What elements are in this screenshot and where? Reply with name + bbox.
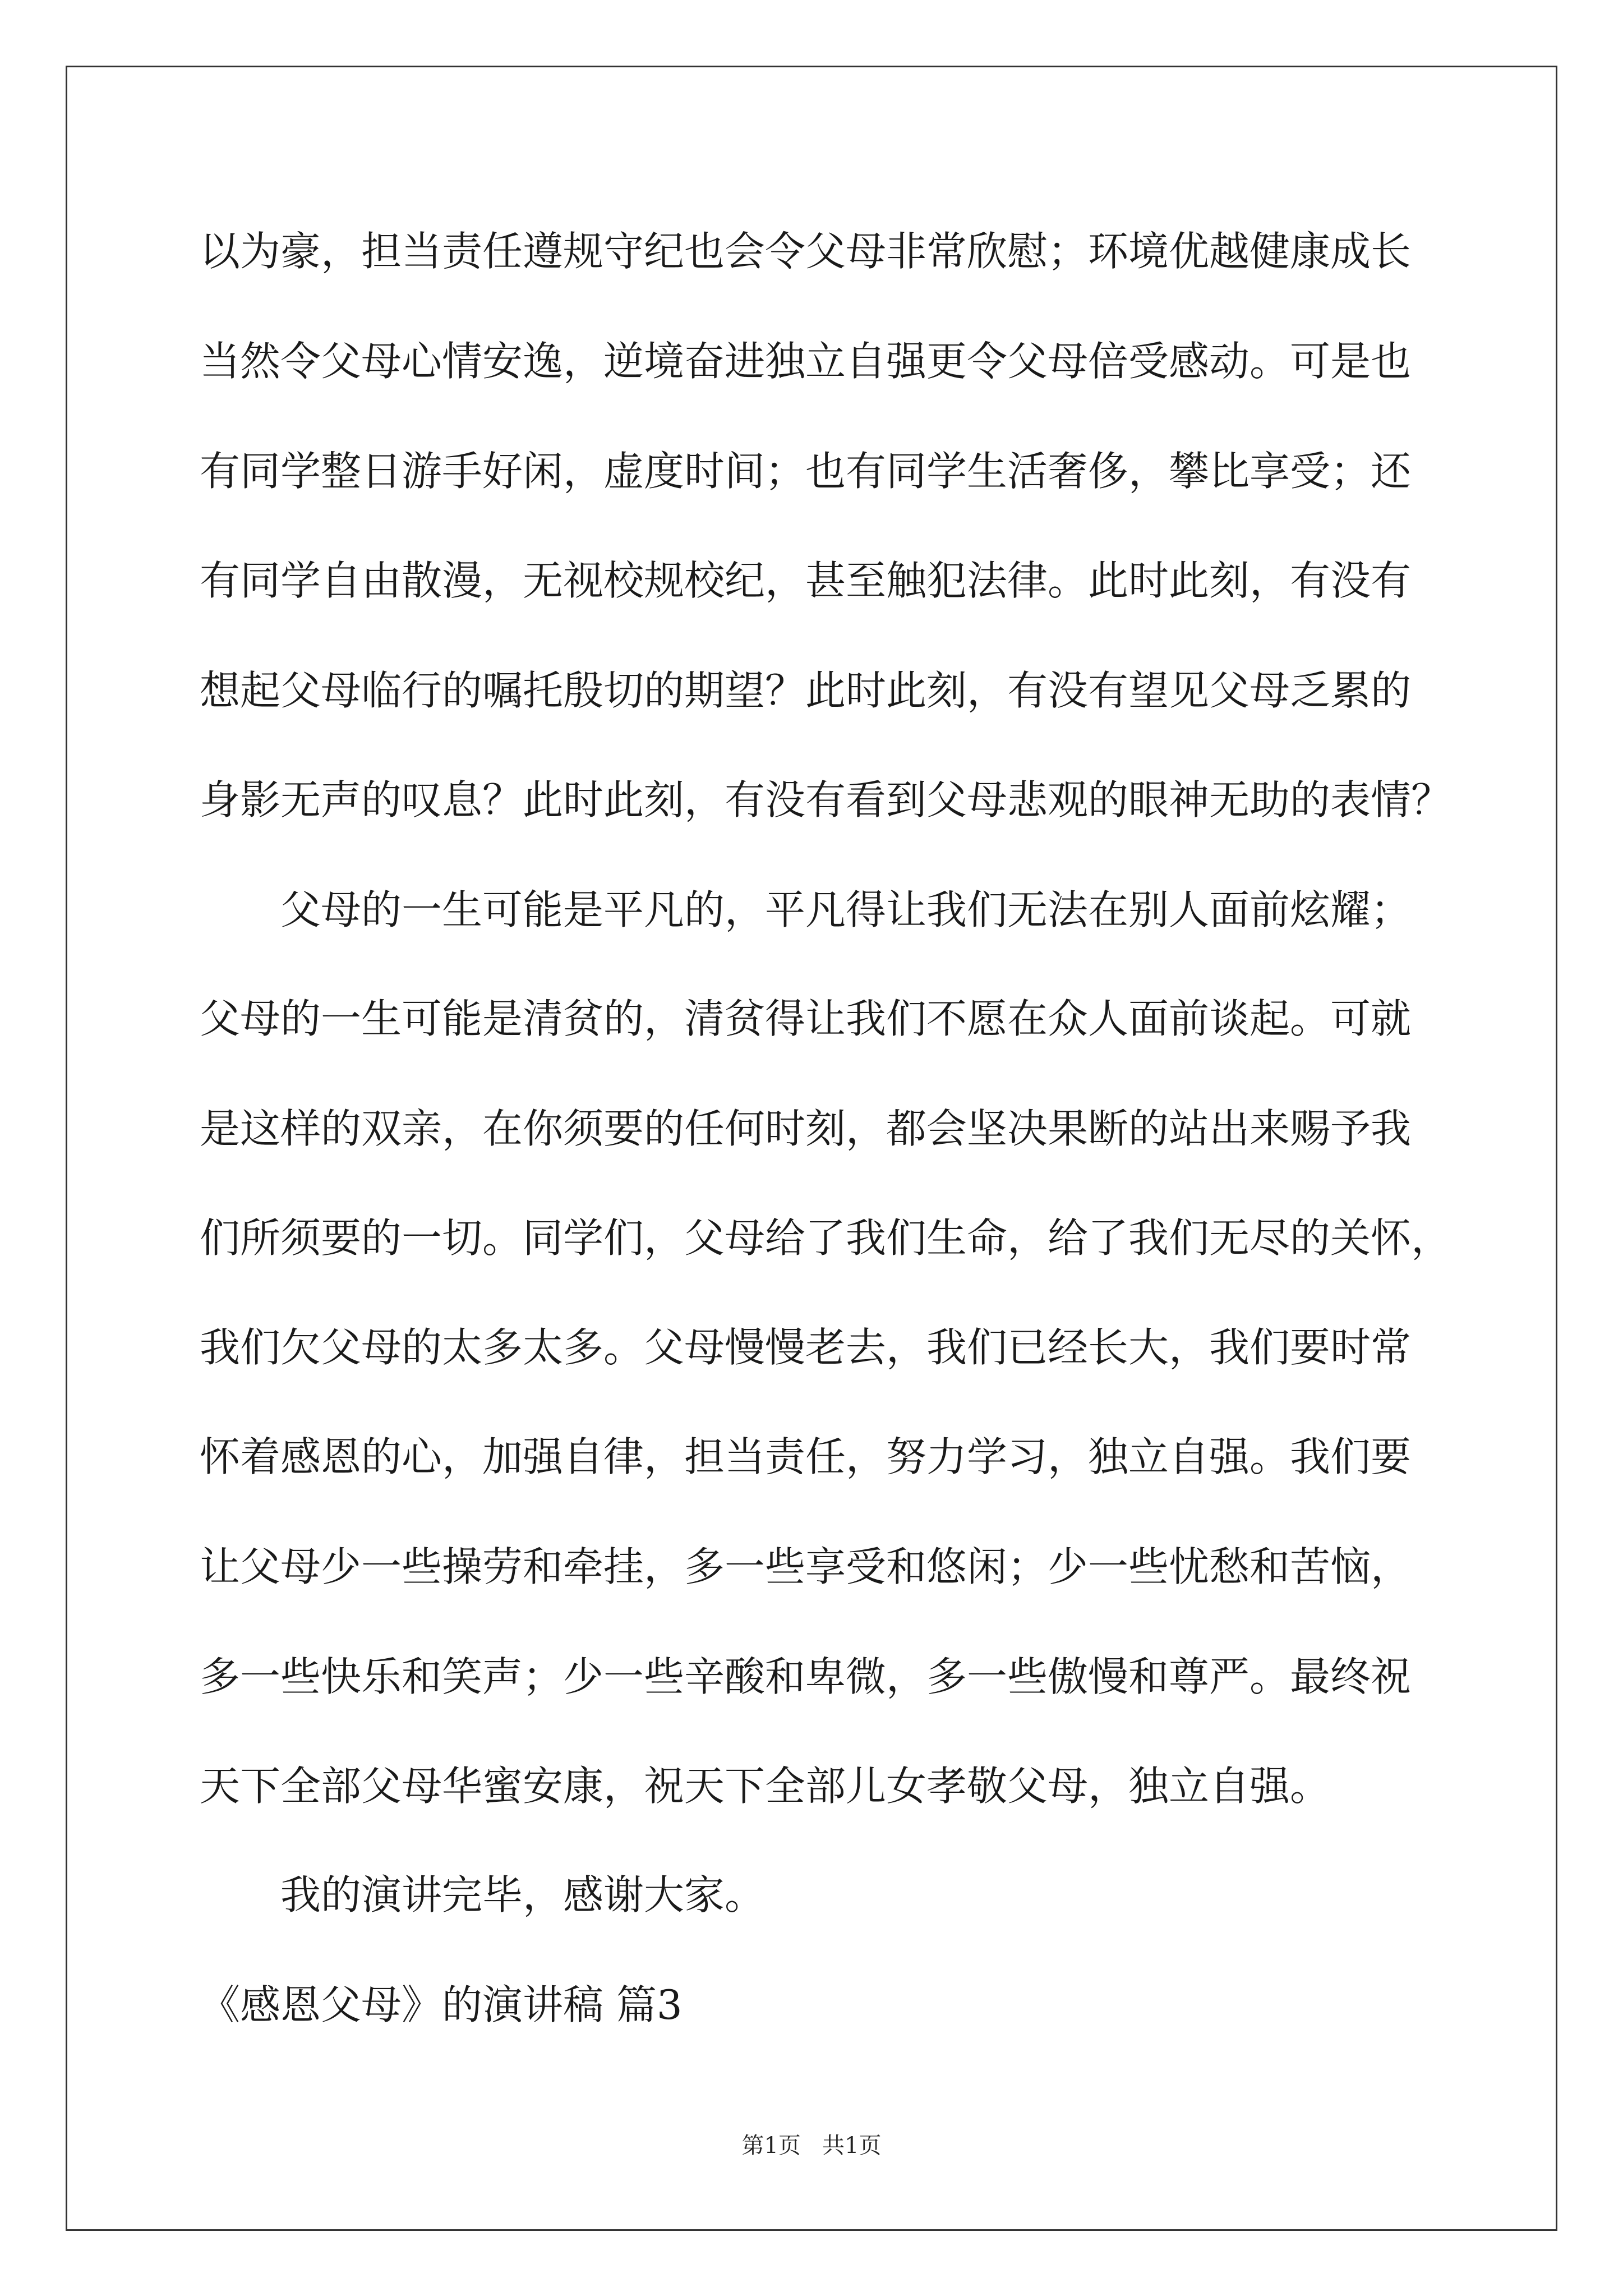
paragraph-start-line: 父母的一生可能是平凡的，平凡得让我们无法在别人面前炫耀；	[280, 886, 1412, 933]
text-line: 们所须要的一切。同学们，父母给了我们生命，给了我们无尽的关怀，	[200, 1214, 1452, 1262]
text-line: 有同学整日游手好闲，虚度时间；也有同学生活奢侈，攀比享受；还	[200, 448, 1412, 495]
text-line: 多一些快乐和笑声；少一些辛酸和卑微，多一些傲慢和尊严。最终祝	[200, 1653, 1412, 1700]
text-line: 想起父母临行的嘱托殷切的期望？此时此刻，有没有望见父母乏累的	[200, 667, 1412, 714]
page-number: 第1页 共1页	[741, 2133, 882, 2159]
text-line: 以为豪，担当责任遵规守纪也会令父母非常欣慰；环境优越健康成长	[200, 228, 1412, 275]
text-line: 让父母少一些操劳和牵挂，多一些享受和悠闲；少一些忧愁和苦恼，	[200, 1543, 1412, 1590]
text-line: 是这样的双亲，在你须要的任何时刻，都会坚决果断的站出来赐予我	[200, 1105, 1412, 1152]
text-line: 怀着感恩的心，加强自律，担当责任，努力学习，独立自强。我们要	[200, 1433, 1412, 1480]
text-line: 有同学自由散漫，无视校规校纪，甚至触犯法律。此时此刻，有没有	[200, 557, 1412, 604]
text-line: 身影无声的叹息？此时此刻，有没有看到父母悲观的眼神无助的表情？	[200, 776, 1452, 823]
closing-line: 我的演讲完毕，感谢大家。	[280, 1871, 766, 1918]
text-line: 父母的一生可能是清贫的，清贫得让我们不愿在众人面前谈起。可就	[200, 995, 1412, 1042]
section-heading: 《感恩父母》的演讲稿 篇3	[200, 1981, 683, 2028]
text-line: 我们欠父母的太多太多。父母慢慢老去，我们已经长大，我们要时常	[200, 1324, 1412, 1371]
text-line: 当然令父母心情安逸，逆境奋进独立自强更令父母倍受感动。可是也	[200, 338, 1412, 385]
text-line: 天下全部父母华蜜安康，祝天下全部儿女孝敬父母，独立自强。	[200, 1763, 1331, 1810]
